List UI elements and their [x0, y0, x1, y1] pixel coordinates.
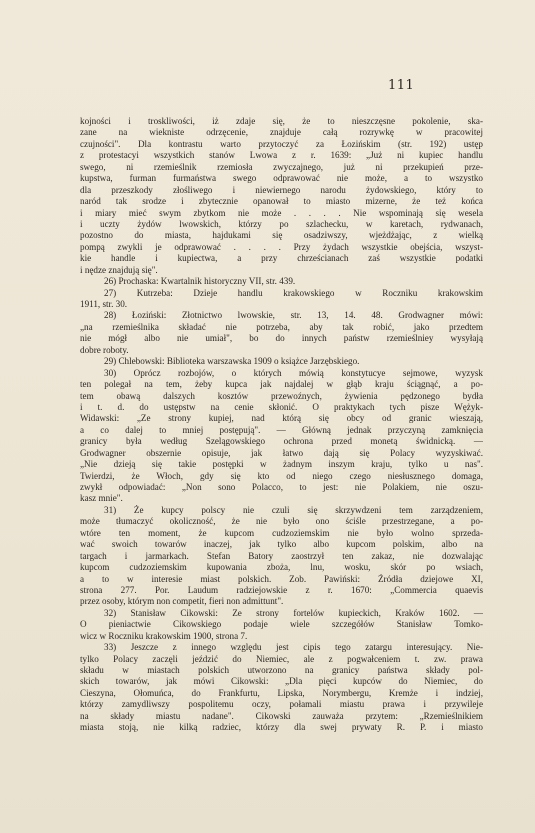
text-line: i miary mieć swym zbytkom nie może . . . . Nie wspominają się wesela: [80, 207, 483, 218]
text-line: dla przeszkody złośliwego i niewiernego narodu żydowskiego, który to: [80, 184, 483, 195]
text-line: skich towarów, jak mówi Cikowski: „Dla pięci kupców do Niemiec, do: [80, 676, 483, 687]
text-line: kupcom cudzoziemskim kupowania zboża, lnu, wosku, skór po wsiach,: [80, 562, 483, 573]
text-line: a co dalej to mniej postępują". — Główną jednak przyczyną zamknięcia: [80, 424, 483, 435]
text-line: kie handle i kupiectwa, a przy chrześcianach zaś wszystkie podatki: [80, 253, 483, 264]
text-line: strona 277. Por. Laudum radziejowskie z r. 1670: „Commercia quaevis: [80, 584, 483, 595]
text-line: 1911, str. 30.: [80, 299, 128, 309]
text-line: 33) Jeszcze z innego względu jest cipis tego zatargu interesujący. Nie-: [104, 642, 483, 653]
text-line: nie mógł albo nie umiał", bo do innych państw rzemieślniey wysyłają: [80, 333, 483, 344]
text-line: miasta stoją, nie kilką radziec, którzy dla swej prywaty R. P. i miasto: [80, 722, 483, 733]
text-line: 30) Oprócz rozbojów, o których mówią konstytucye sejmowe, wyzysk: [104, 367, 483, 378]
text-line: i t. d. do ustępstw na cenie skłonić. O praktykach tych pisze Wężyk-: [80, 401, 483, 412]
text-line: którzy zamydliwszy pospolitemu oczy, połamali miastu prawa i przywileje: [80, 699, 483, 710]
text-line: kasz mnie".: [80, 493, 123, 504]
text-line: tylko Polacy zaczęli jeździć do Niemiec, ale z pogwałceniem t. zw. prawa: [80, 653, 483, 664]
text-line: „Nie dzieją się takie postępki w żadnym inszym kraju, tylko u nas".: [80, 459, 483, 470]
text-line: składu w miastach polskich utworzono na granicy państwa składy pol-: [80, 665, 483, 675]
text-line: granicy była według Szelągowskiego ochrona przed monetą świdnicką. —: [80, 436, 483, 447]
text-line: targach i jarmarkach. Stefan Batory zaostrzył ten zakaz, nie dozwalając: [80, 550, 483, 561]
text-line: tem obawą dalszych kosztów przewoźnych, żywienia pędzonego bydła: [80, 390, 483, 401]
text-line: 28) Łoziński: Złotnictwo lwowskie, str. 13, 14. 48. Grodwagner mówi:: [104, 310, 483, 321]
text-line: pozostno do miasta, hajdukami się osadziwszy, wjeżdżając, z wielką: [80, 230, 483, 241]
text-line: kupstwa, furman furmaństwa swego odprawować nie może, a to wszystko: [80, 173, 483, 184]
text-line: i uczty żydów lwowskich, którzy po szlachecku, w karetach, rydwanach,: [80, 218, 483, 229]
text-line: 26) Prochaska: Kwartalnik historyczny VII, str. 439.: [104, 276, 296, 287]
text-line: 32) Stanisław Cikowski: Ze strony fortelów kupieckich, Kraków 1602. —: [104, 607, 483, 618]
text-line: dobre roboty.: [80, 344, 129, 355]
text-line: wicz w Roczniku krakowskim 1900, strona 7.: [80, 630, 248, 641]
text-line: 27) Kutrzeba: Dzieje handlu krakowskiego w Roczniku krakowskim: [104, 287, 483, 298]
text-line: z protestacyi wszystkich stanów Lwowa z r. 1639: „Już ni kupiec handlu: [80, 150, 483, 161]
text-line: na składy miastu nadane". Cikowski zauważa przytem: „Rzemieślnikiem: [80, 710, 483, 721]
text-line: swego, ni rzemieślnik rzemiosła zwyczajnego, już ni przekupień prze-: [80, 161, 483, 172]
text-line: ten polegał na tem, żeby kupca jak najdalej w głąb kraju ściągnąć, a po-: [80, 379, 483, 390]
text-line: zwykł odpowiadać: „Non sono Polacco, to jest: nie Polakiem, nie oszu-: [80, 482, 483, 492]
text-line: „na rzemieślnika składać nie potrzeba, aby tak robić, jako przedtem: [80, 321, 483, 332]
text-line: wtóre ten moment, że kupcom cudzoziemskim nie było wolno sprzeda-: [80, 527, 483, 538]
text-line: 29) Chlebowski: Biblioteka warszawska 1909 o książce Jarzębskiego.: [104, 356, 360, 367]
text-line: Cieszyna, Ołomuńca, do Frankfurtu, Lipska, Norymbergu, Kremże i indziej,: [80, 687, 483, 698]
text-line: 31) Że kupcy polscy nie czuli się skrzywdzeni tem zarządzeniem,: [104, 504, 483, 515]
text-line: kojności i troskliwości, iż zdaje się, że to nieszczęsne pokolenie, ska-: [80, 116, 483, 126]
text-line: i nędze znajdują się".: [80, 264, 158, 275]
text-line: zane na wiekniste odrzęcenie, znajduje całą rozrywkę w pracowitej: [80, 127, 483, 138]
page-number: 111: [388, 78, 415, 93]
text-line: przez osoby, którym non competit, fieri non admittunt".: [80, 596, 284, 607]
text-line: Grodwagner obszernie opisuje, jak łatwo dają się Polacy wyzyskiwać.: [80, 447, 483, 458]
text-line: O pieniactwie Cikowskiego podaje wiele szczegółów Stanisław Tomko-: [80, 619, 483, 630]
text-line: Twierdzi, że Włoch, gdy się kto od niego czego niesłusznego domaga,: [80, 470, 483, 481]
text-line: naród tak srodze i zbytecznie opanował to miasto mizerne, że też końca: [80, 196, 483, 207]
text-line: czujności". Dla kontrastu warto przytoczyć za Łozińskim (str. 192) ustęp: [80, 138, 483, 149]
text-line: wać swoich towarów inaczej, jak tylko albo kupcom polskim, albo na: [80, 539, 483, 550]
text-line: pompą zwykli je odprawować . . . . Przy żydach wszystkie obejścia, wszyst-: [80, 241, 483, 252]
text-line: może tłumaczyć okoliczność, że nie było ono ściśle przestrzegane, a po-: [80, 516, 483, 527]
text-line: Widawski: „Ze strony kupiej, nad którą się obcy od granic wieszają,: [80, 413, 483, 424]
text-line: a to w interesie miast polskich. Zob. Pawiński: Źródła dziejowe XI,: [80, 573, 483, 584]
footnotes-text: [80, 116, 483, 734]
